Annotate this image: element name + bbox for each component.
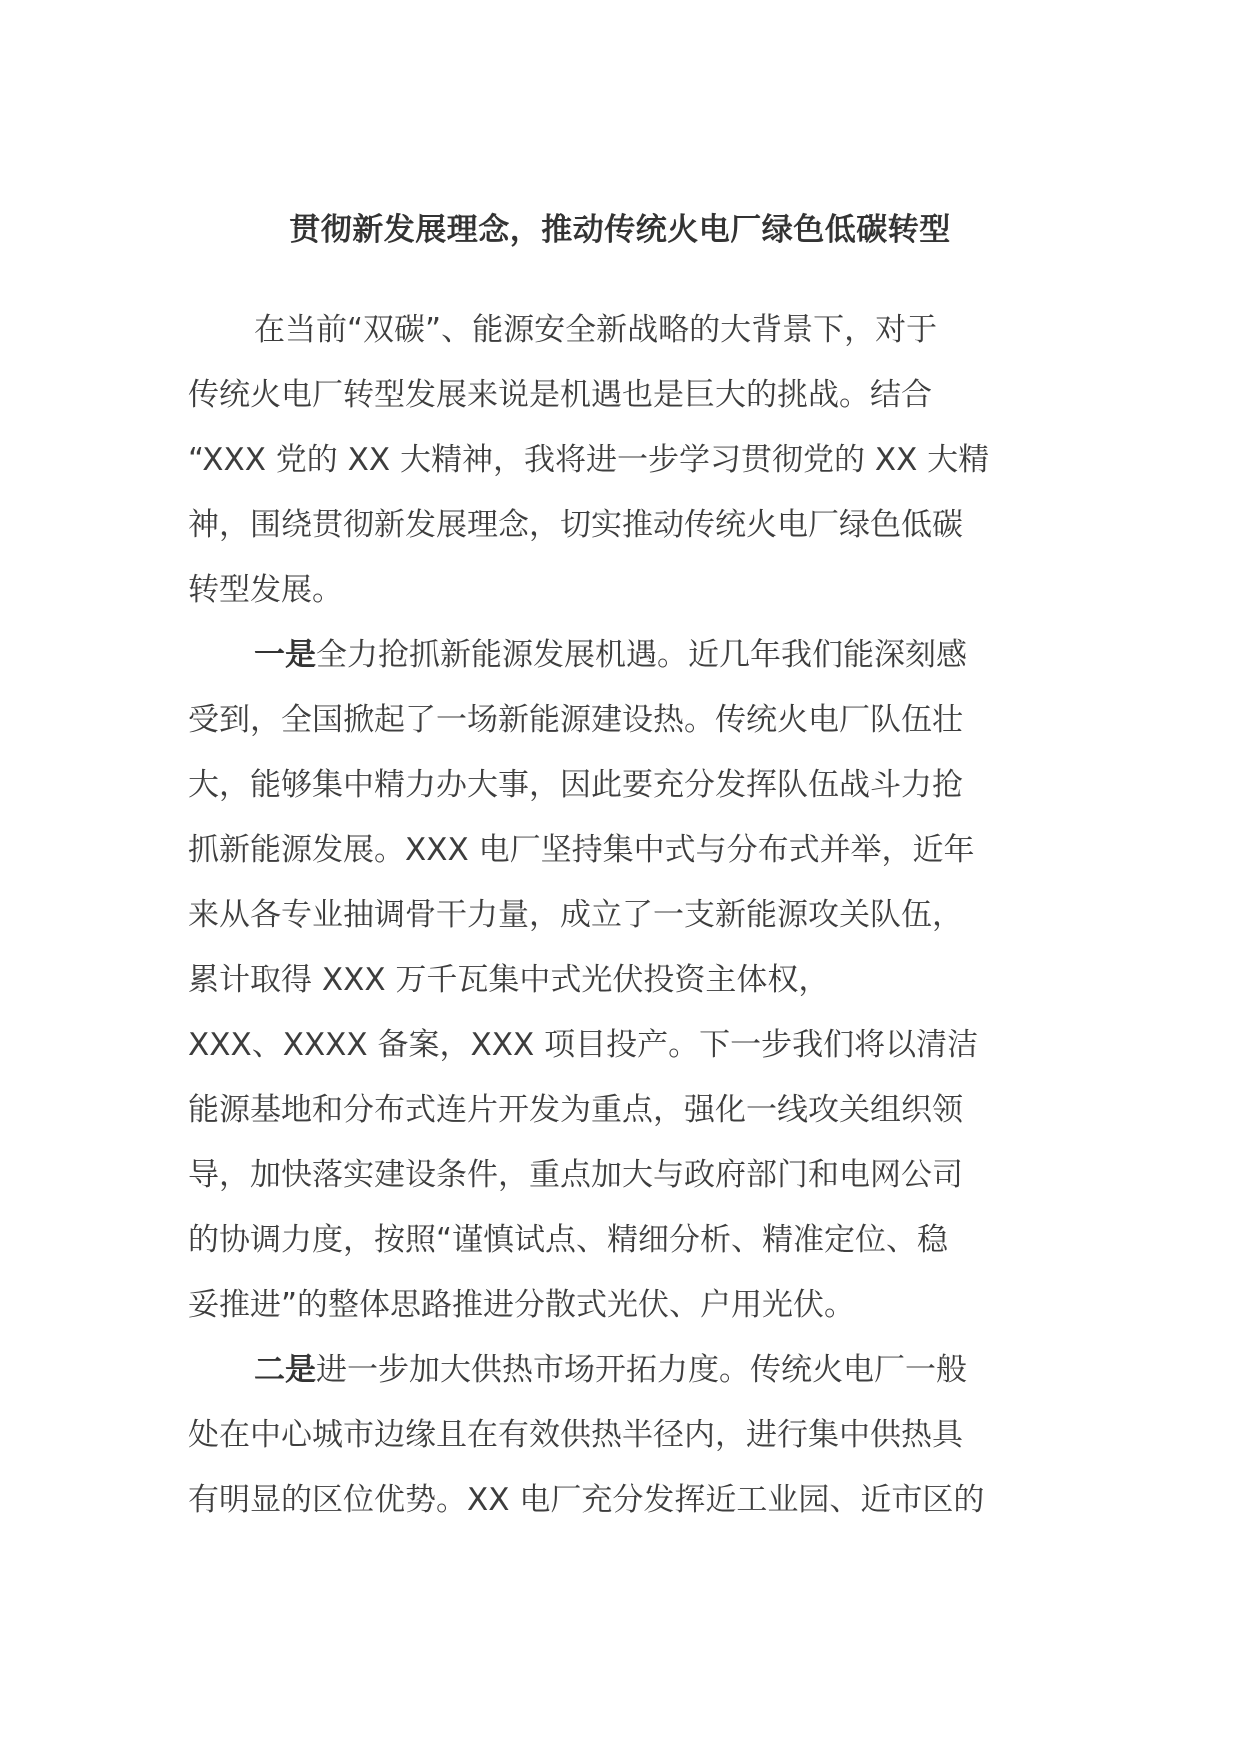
text-line: 抓新能源发展。XXX 电厂坚持集中式与分布式并举，近年 xyxy=(188,832,975,868)
text-line: 大，能够集中精力办大事，因此要充分发挥队伍战斗力抢 xyxy=(188,767,963,803)
text-line: 在当前“双碳”、能源安全新战略的大背景下，对于 xyxy=(254,312,938,348)
text-line: 受到，全国掀起了一场新能源建设热。传统火电厂队伍壮 xyxy=(188,702,963,738)
paragraph-intro xyxy=(188,298,1050,623)
text-line: 的协调力度，按照“谨慎试点、精细分析、精准定位、稳 xyxy=(188,1222,949,1258)
text-line: XXX、XXXX 备案，XXX 项目投产。下一步我们将以清洁 xyxy=(188,1027,979,1063)
text-line: 传统火电厂转型发展来说是机遇也是巨大的挑战。结合 xyxy=(188,377,932,413)
text-line: 有明显的区位优势。XX 电厂充分发挥近工业园、近市区的 xyxy=(188,1482,985,1518)
text-line: 导，加快落实建设条件，重点加大与政府部门和电网公司 xyxy=(188,1157,963,1193)
text-line: 能源基地和分布式连片开发为重点，强化一线攻关组织领 xyxy=(188,1092,963,1128)
paragraph-lead: 一是 xyxy=(254,637,316,673)
document-body xyxy=(188,298,1050,1533)
text-line: 妥推进”的整体思路推进分散式光伏、户用光伏。 xyxy=(188,1287,856,1323)
text-line: 处在中心城市边缘且在有效供热半径内，进行集中供热具 xyxy=(188,1417,963,1453)
text-line: 累计取得 XXX 万千瓦集中式光伏投资主体权， xyxy=(188,962,830,998)
text-line xyxy=(188,1338,1050,1403)
text-line-rest: 全力抢抓新能源发展机遇。近几年我们能深刻感 xyxy=(316,637,967,673)
text-line-rest: 进一步加大供热市场开拓力度。传统火电厂一般 xyxy=(316,1352,967,1388)
text-line: 转型发展。 xyxy=(188,572,343,608)
text-line: 神，围绕贯彻新发展理念，切实推动传统火电厂绿色低碳 xyxy=(188,507,963,543)
document-title: 贯彻新发展理念，推动传统火电厂绿色低碳转型 xyxy=(289,212,951,248)
paragraph-lead: 二是 xyxy=(254,1352,316,1388)
paragraph-point-two xyxy=(188,1338,1050,1533)
paragraph-point-one xyxy=(188,623,1050,1338)
text-line xyxy=(188,623,1050,688)
text-line: “XXX 党的 XX 大精神，我将进一步学习贯彻党的 XX 大精 xyxy=(188,442,990,478)
text-line: 来从各专业抽调骨干力量，成立了一支新能源攻关队伍， xyxy=(188,897,963,933)
